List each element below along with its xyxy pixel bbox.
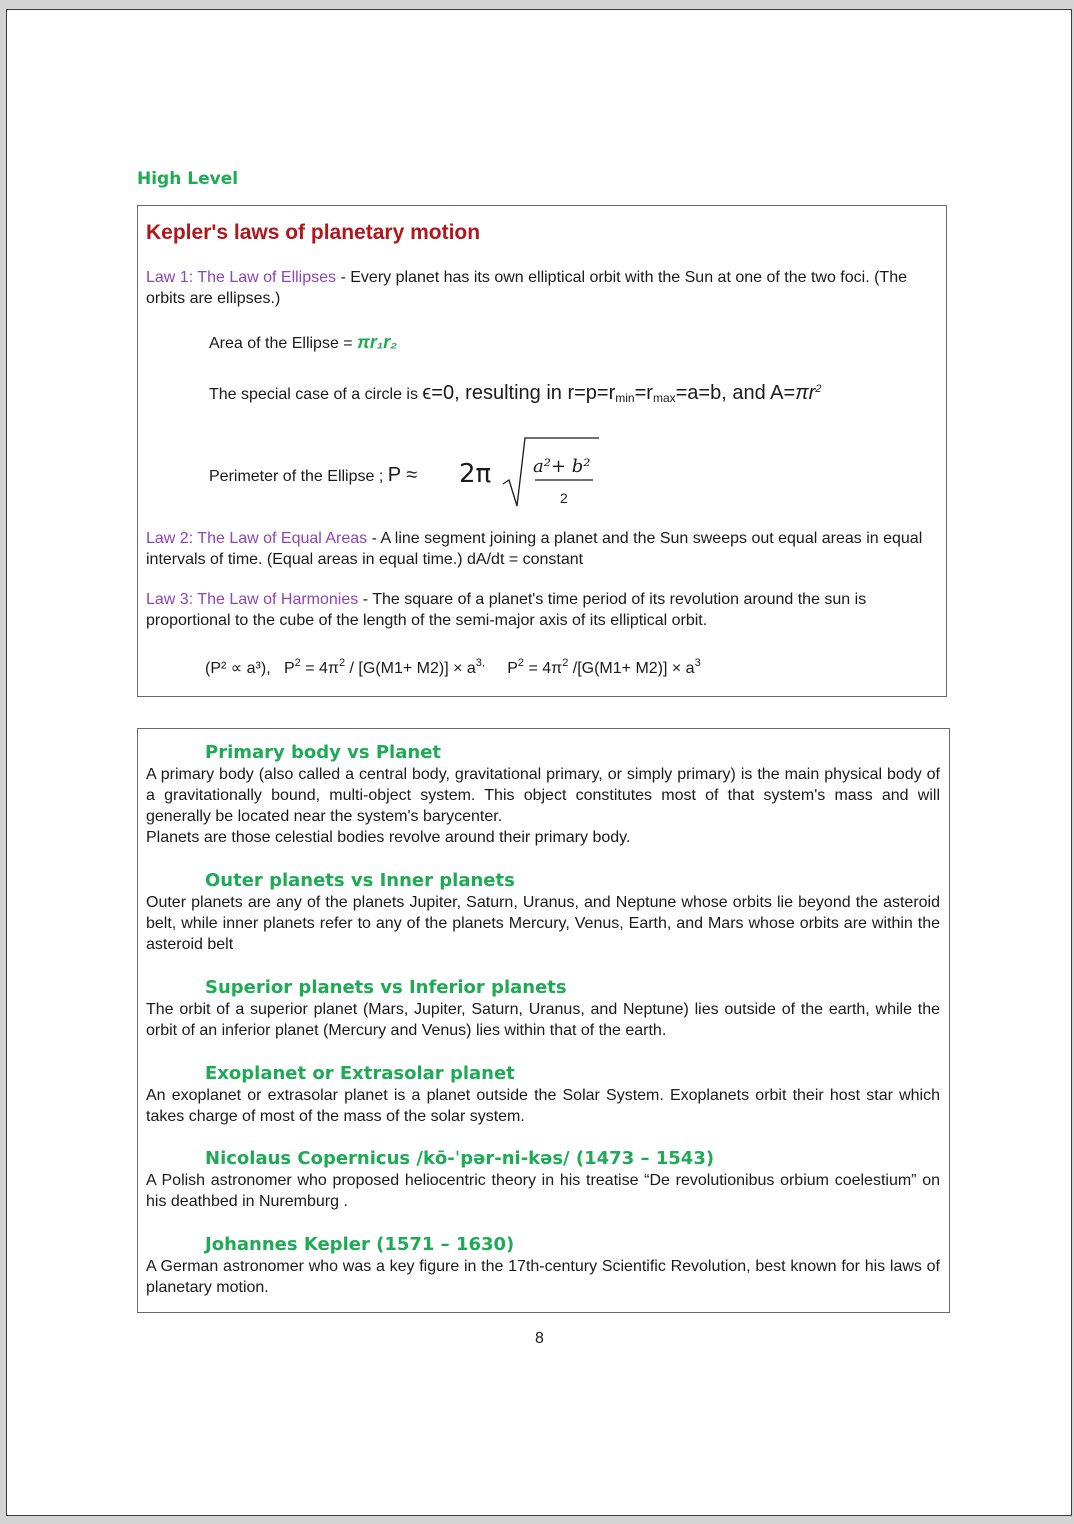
section-exoplanet <box>146 1063 940 1127</box>
formula-s4: 2 <box>517 657 525 669</box>
law3-paragraph <box>146 589 936 631</box>
section-body: An exoplanet or extrasolar planet is a planet outside the Solar System. Exoplanets orbit their host star which takes charge of most of the mass of the solar system. <box>146 1087 940 1125</box>
section-heading: Outer planets vs Inner planets <box>205 870 515 891</box>
area-line <box>209 332 397 353</box>
area-label: Area of the Ellipse = <box>209 335 358 352</box>
section-body: The orbit of a superior planet (Mars, Jupiter, Saturn, Uranus, and Neptune) lies outside of the earth, while the orbit of an inferior planet (Mercury and Venus) lies within that of the earth. <box>146 1001 940 1039</box>
section-outer-inner <box>146 870 940 955</box>
formula-s6: 3 <box>694 657 701 669</box>
law2-paragraph <box>146 528 936 570</box>
level-label: High Level <box>137 169 239 189</box>
section-body: A German astronomer who was a key figure in the 17th-century Scientific Revolution, best known for his laws of planetary motion. <box>146 1258 940 1296</box>
section-heading: Superior planets vs Inferior planets <box>205 977 567 998</box>
law3-title: Law 3: The Law of Harmonies <box>146 591 359 608</box>
formula-3b: = 4π <box>524 660 563 677</box>
circle-text2: =a=b, and A= <box>675 382 796 404</box>
perimeter-label: Perimeter of the Ellipse ; <box>209 468 388 485</box>
formula-s5: 2 <box>562 657 569 669</box>
circle-formula-end: πr <box>795 382 816 404</box>
page-number: 8 <box>535 1330 544 1347</box>
circle-sub-min: min <box>615 391 635 405</box>
perimeter-p: P ≈ <box>387 464 418 486</box>
law3-text: - The square of a planet's time period of its revolution around the sun is proportional to the cube of the length of the semi-major axis of its elliptical orbit. <box>146 591 867 629</box>
formula-s1: 2 <box>294 657 301 669</box>
circle-sub-max: max <box>652 391 676 405</box>
section-primary-body <box>146 742 940 848</box>
formula-s3: 3, <box>475 657 485 669</box>
perimeter-numerator: a²+ b² <box>533 456 591 477</box>
section-body: A Polish astronomer who proposed heliocentric theory in his treatise “De revolutionibus orbium coelestium” on his deathbed in Nuremburg . <box>146 1172 940 1210</box>
circle-sup2: 2 <box>815 383 822 395</box>
kepler-title: Kepler's laws of planetary motion <box>146 221 481 244</box>
law1-text: - Every planet has its own elliptical orbit with the Sun at one of the two foci. (The orbits are ellipses.) <box>146 269 907 307</box>
document-page <box>6 9 1072 1516</box>
formula-3a: P <box>507 660 518 677</box>
law1-title: Law 1: The Law of Ellipses <box>146 269 337 286</box>
formula-proportional: (P² ∝ a³), <box>205 660 271 677</box>
formula-2a: P <box>284 660 295 677</box>
law2-text: - A line segment joining a planet and the Sun sweeps out equal areas in equal intervals of time. (Equal areas in equal time.) dA/dt = constant <box>146 530 923 568</box>
perimeter-two-pi: 2π <box>459 459 492 489</box>
circle-label: The special case of a circle is <box>209 386 423 403</box>
circle-text1: ϵ=0, resulting in r=p=r <box>422 382 616 404</box>
perimeter-line <box>209 464 417 487</box>
harmony-formula-line <box>205 657 701 678</box>
section-heading: Nicolaus Copernicus /kō-ˈpər-ni-kəs/ (1473 – 1543) <box>205 1148 715 1169</box>
section-body: Outer planets are any of the planets Jupiter, Saturn, Uranus, and Neptune whose orbits lie beyond the asteroid belt, while inner planets refer to any of the planets Mercury, Venus, Earth, and Mars whose orbits are within the asteroid belt <box>146 894 940 953</box>
circle-line <box>209 382 821 405</box>
formula-3c: /[G(M1+ M2)] × a <box>568 660 695 677</box>
section-copernicus <box>146 1148 940 1212</box>
formula-2c: / [G(M1+ M2)] × a <box>345 660 476 677</box>
law1-paragraph <box>146 267 936 309</box>
law2-title: Law 2: The Law of Equal Areas <box>146 530 368 547</box>
area-formula: πr₁r₂ <box>357 332 398 352</box>
section-superior-inferior <box>146 977 940 1041</box>
circle-eq: =r <box>634 382 653 404</box>
section-kepler <box>146 1234 940 1298</box>
section-heading: Johannes Kepler (1571 – 1630) <box>205 1234 515 1255</box>
section-body-2: Planets are those celestial bodies revolve around their primary body. <box>146 829 631 846</box>
perimeter-denominator: 2 <box>560 490 568 506</box>
section-heading: Exoplanet or Extrasolar planet <box>205 1063 515 1084</box>
section-body: A primary body (also called a central body, gravitational primary, or simply primary) is the main physical body of a gravitationally bound, multi-object system. This object constitutes most of that system's mass and will generally be located near the system's barycenter. <box>146 766 940 825</box>
formula-2b: = 4π <box>300 660 339 677</box>
formula-s2: 2 <box>338 657 346 669</box>
section-heading: Primary body vs Planet <box>205 742 442 763</box>
